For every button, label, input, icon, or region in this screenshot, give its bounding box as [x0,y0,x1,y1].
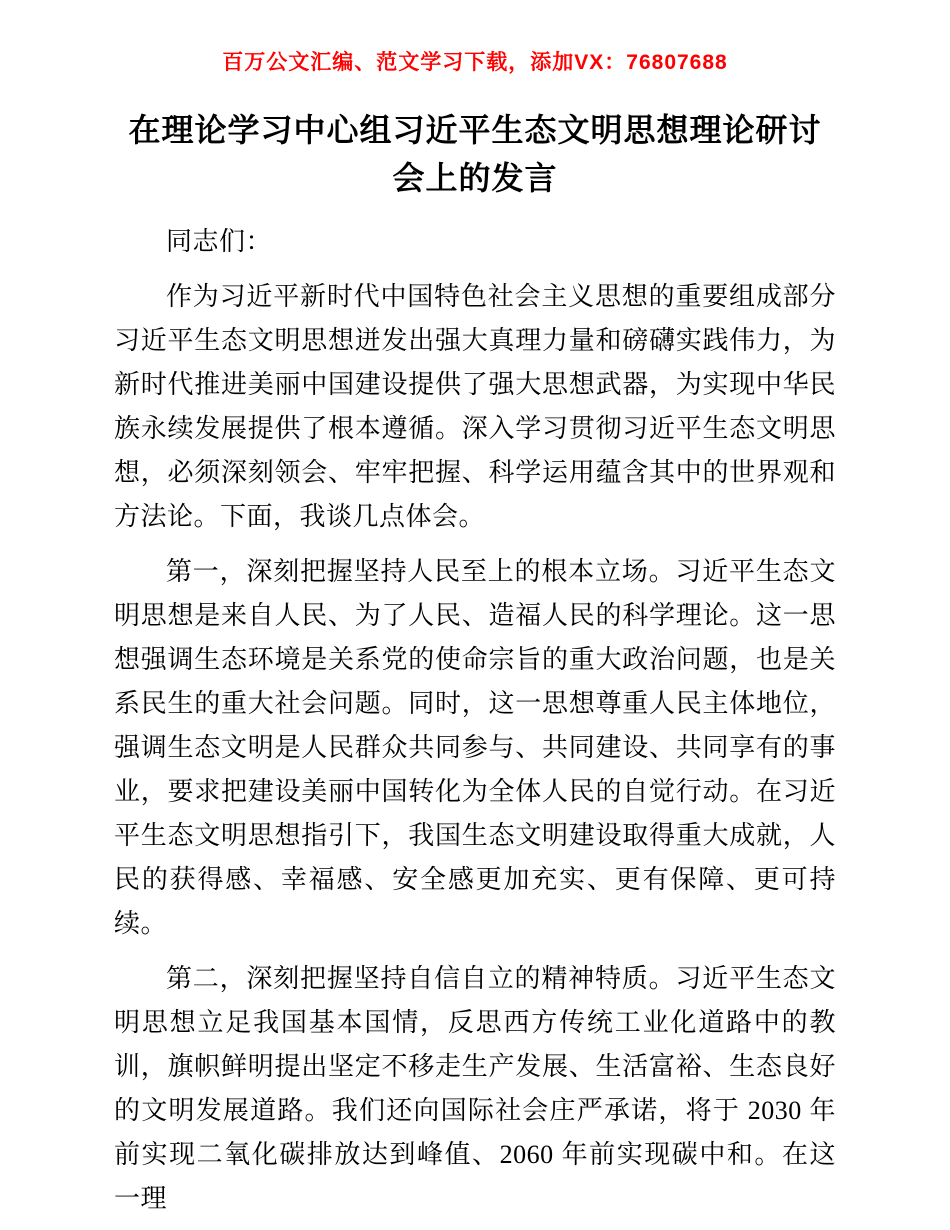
paragraph: 第二，深刻把握坚持自信自立的精神特质。习近平生态文明思想立足我国基本国情，反思西方传统工业化道路中的教训，旗帜鲜明提出坚定不移走生产发展、生活富裕、生态良好的文明发展道路。我们还向国际社会庄严承诺，将于 2030 年前实现二氧化碳排放达到峰值、2060 年前实现碳中和。在这一理 [114,964,836,1213]
document-title: 在理论学习中心组习近平生态文明思想理论研讨会上的发言 [128,112,822,196]
paragraph: 同志们： [166,227,273,256]
paragraph: 第一，深刻把握坚持人民至上的根本立场。习近平生态文明思想是来自人民、为了人民、造福人民的科学理论。这一思想强调生态环境是关系党的使命宗旨的重大政治问题，也是关系民生的重大社会问题。同时，这一思想尊重人民主体地位，强调生态文明是人民群众共同参与、共同建设、共同享有的事业，要求把建设美丽中国转化为全体人民的自觉行动。在习近平生态文明思想指引下，我国生态文明建设取得重大成就，人民的获得感、幸福感、安全感更加充实、更有保障、更可持续。 [114,557,836,938]
paragraph: 作为习近平新时代中国特色社会主义思想的重要组成部分习近平生态文明思想迸发出强大真理力量和磅礴实践伟力，为新时代推进美丽中国建设提供了强大思想武器，为实现中华民族永续发展提供了根本遵循。深入学习贯彻习近平生态文明思想，必须深刻领会、牢牢把握、科学运用蕴含其中的世界观和方法论。下面，我谈几点体会。 [114,282,836,531]
header-notice: 百万公文汇编、范文学习下载，添加VX：76807688 [222,51,728,74]
document-body [114,220,836,1221]
